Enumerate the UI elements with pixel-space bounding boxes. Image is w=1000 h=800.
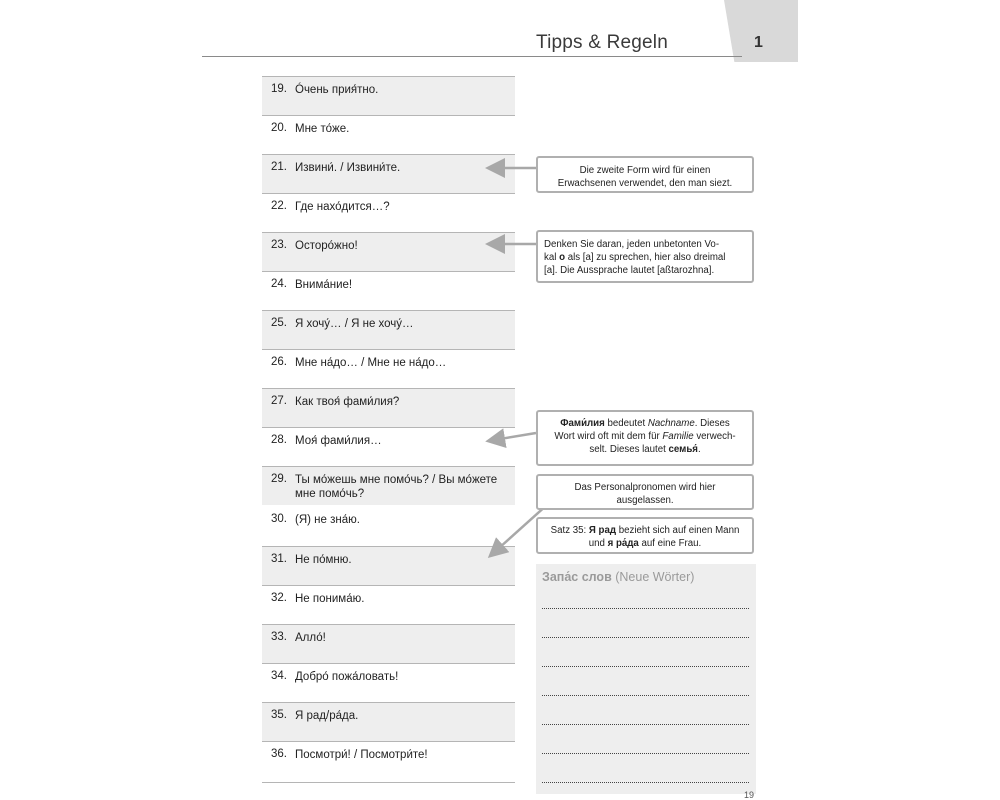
phrase-number: 28. xyxy=(271,434,287,446)
phrase-number: 36. xyxy=(271,748,287,760)
vocabulary-writing-line[interactable] xyxy=(542,695,749,696)
note-bold-text: Я рад xyxy=(588,525,617,536)
phrase-number: 34. xyxy=(271,670,287,682)
note-line: [a]. Die Aussprache lautet [aßtarozhna]. xyxy=(544,265,715,276)
note-text: als [a] zu sprechen, hier also dreimal xyxy=(565,252,726,263)
vocabulary-writing-line[interactable] xyxy=(542,666,749,667)
phrase-number: 25. xyxy=(271,317,287,329)
phrase-text: Как твоя́ фами́лия? xyxy=(295,396,400,408)
vocabulary-title xyxy=(542,570,694,584)
phrase-number: 33. xyxy=(271,631,287,643)
vocabulary-writing-line[interactable] xyxy=(542,637,749,638)
note-bold-text: Фами́лия xyxy=(560,418,605,429)
phrase-number: 32. xyxy=(271,592,287,604)
note-text: kal xyxy=(544,252,560,263)
page-number: 19 xyxy=(744,790,755,800)
phrase-text: (Я) не зна́ю. xyxy=(295,514,360,526)
note-text: auf eine Frau. xyxy=(638,538,702,549)
note-sentence-35 xyxy=(536,517,754,554)
phrase-text: Мне на́до… / Мне не на́до… xyxy=(295,357,447,369)
note-line xyxy=(544,524,746,537)
note-line xyxy=(544,443,746,456)
vocabulary-writing-line[interactable] xyxy=(542,724,749,725)
note-polite-form xyxy=(536,156,754,193)
arrow-familiya xyxy=(500,433,536,439)
note-text: . Dieses xyxy=(694,418,730,429)
phrase-text: Осторо́жно! xyxy=(295,240,358,252)
vocabulary-box xyxy=(536,564,756,794)
note-line xyxy=(544,417,746,430)
vocabulary-writing-line[interactable] xyxy=(542,782,749,783)
phrase-text-line: мне помо́чь? xyxy=(295,488,365,500)
note-italic-text: Nachname xyxy=(647,418,695,429)
phrase-number: 24. xyxy=(271,278,287,290)
note-text: Wort wird oft mit dem für xyxy=(554,431,663,442)
note-line xyxy=(544,537,746,550)
note-unstressed-o xyxy=(536,230,754,283)
note-text: verwech- xyxy=(693,431,736,442)
phrase-number: 21. xyxy=(271,161,287,173)
note-text: . xyxy=(697,444,701,455)
phrase-number: 31. xyxy=(271,553,287,565)
note-text: Satz 35: xyxy=(550,525,589,536)
note-bold-text: я ра́да xyxy=(607,538,639,549)
phrase-text: Не по́мню. xyxy=(295,554,352,566)
phrase-text: Я рад/ра́да. xyxy=(295,710,359,722)
phrase-number: 27. xyxy=(271,395,287,407)
phrase-number: 22. xyxy=(271,200,287,212)
phrase-number: 20. xyxy=(271,122,287,134)
note-line: Das Personalpronomen wird hier xyxy=(574,482,716,493)
note-line: Die zweite Form wird für einen xyxy=(579,165,711,176)
phrase-text: Извини́. / Извини́те. xyxy=(295,162,401,174)
phrase-text: Не понима́ю. xyxy=(295,593,365,605)
note-text: bedeutet xyxy=(604,418,648,429)
vocabulary-writing-line[interactable] xyxy=(542,753,749,754)
note-bold-text: семья́ xyxy=(668,444,698,455)
note-personal-pronoun xyxy=(536,474,754,510)
phrase-text: Мне то́же. xyxy=(295,123,350,135)
vocabulary-writing-line[interactable] xyxy=(542,608,749,609)
note-text: selt. Dieses lautet xyxy=(589,444,669,455)
phrase-text: Моя́ фами́лия… xyxy=(295,435,382,447)
note-line xyxy=(544,430,746,443)
phrase-text: Внима́ние! xyxy=(295,279,353,291)
phrase-number: 26. xyxy=(271,356,287,368)
phrase-number: 23. xyxy=(271,239,287,251)
note-bold-text: o xyxy=(559,252,565,263)
vocabulary-title-bold: Запа́с слов xyxy=(542,570,612,584)
phrase-number: 30. xyxy=(271,513,287,525)
phrase-number: 29. xyxy=(271,473,287,485)
chapter-number: 1 xyxy=(754,34,763,51)
phrase-number: 19. xyxy=(271,83,287,95)
note-line: Erwachsenen verwendet, den man siezt. xyxy=(557,178,733,189)
phrase-text: Алло́! xyxy=(295,632,326,644)
vocabulary-title-rest: (Neue Wörter) xyxy=(611,570,695,584)
note-italic-text: Familie xyxy=(662,431,694,442)
phrase-text: Óчень прия́тно. xyxy=(295,84,379,96)
note-familiya xyxy=(536,410,754,466)
phrase-text-line: Ты мо́жешь мне помо́чь? / Вы мо́жете xyxy=(295,474,498,486)
phrase-text: Добро́ пожа́ловать! xyxy=(295,671,399,683)
note-text: und xyxy=(588,538,608,549)
phrase-text: Где нахо́дится…? xyxy=(295,201,390,213)
note-text: bezieht sich auf einen Mann xyxy=(616,525,740,536)
phrase-text: Посмотри́! / Посмотри́те! xyxy=(295,749,428,761)
phrase-text: Я хочу́… / Я не хочу́… xyxy=(295,318,414,330)
note-line: ausgelassen. xyxy=(616,495,674,506)
page-title: Tipps & Regeln xyxy=(536,32,668,53)
note-line xyxy=(544,251,746,264)
note-line: Denken Sie daran, jeden unbetonten Vo- xyxy=(544,239,720,250)
phrase-number: 35. xyxy=(271,709,287,721)
